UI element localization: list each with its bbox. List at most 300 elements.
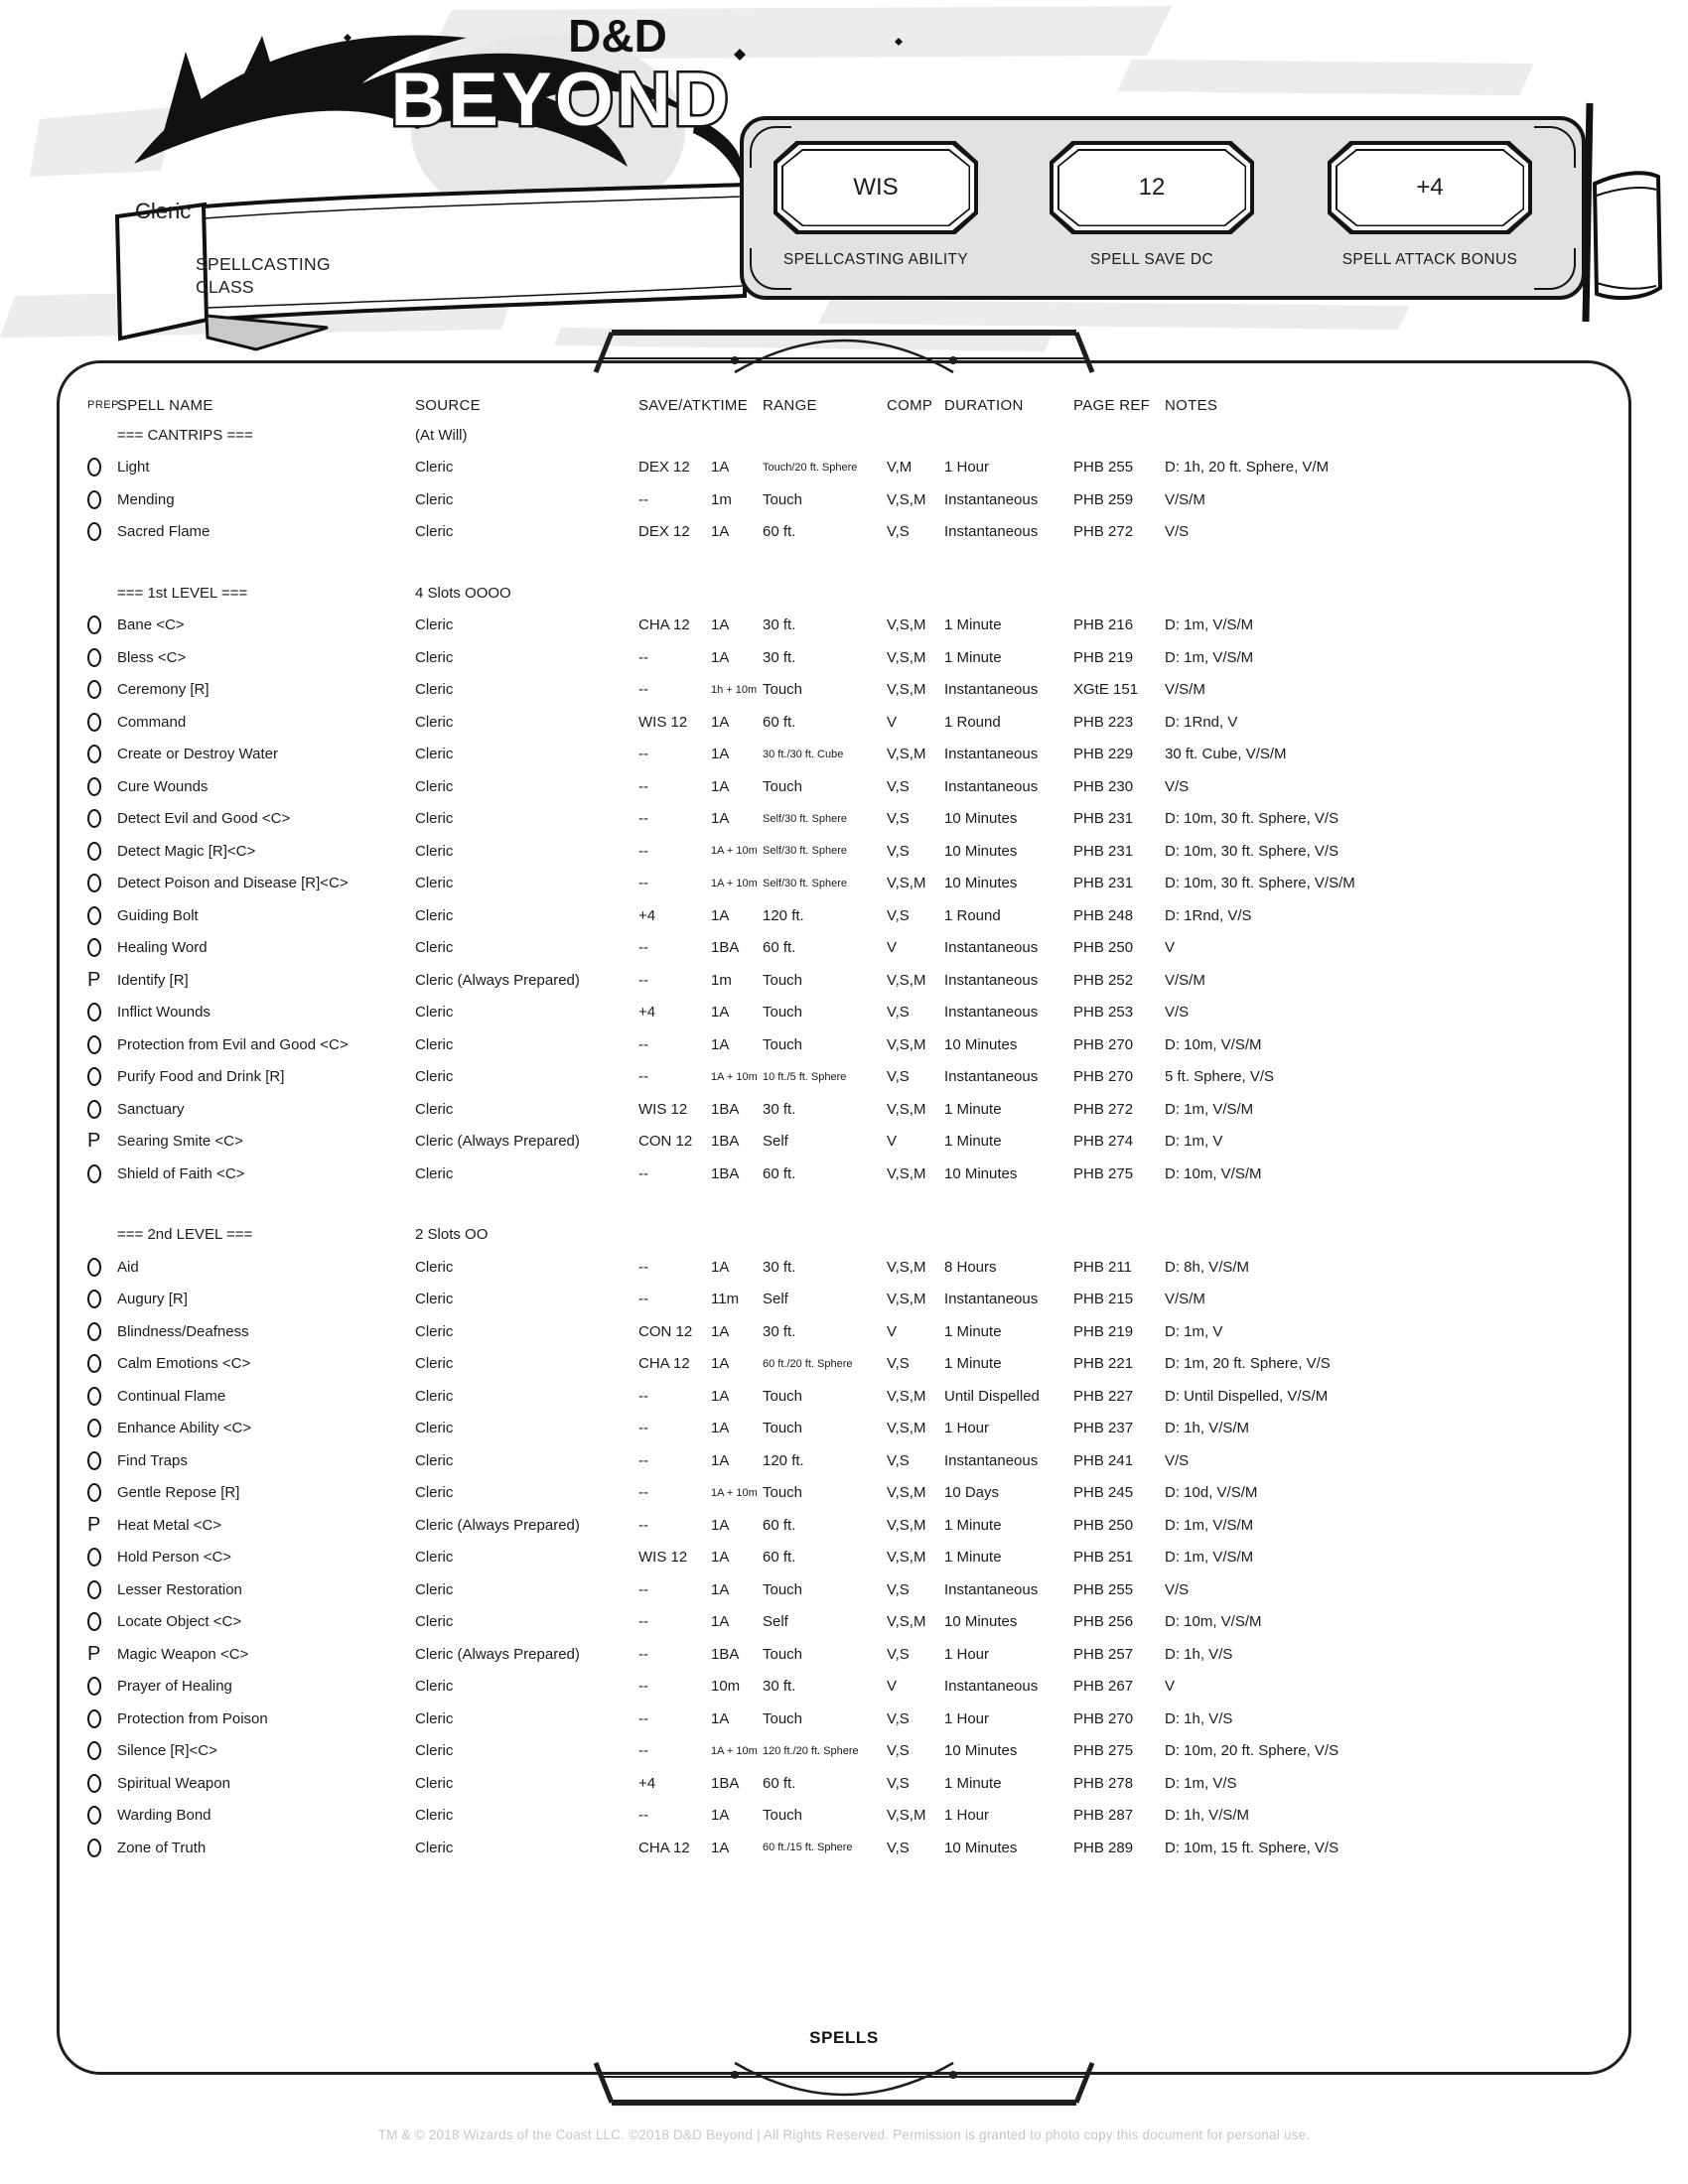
spell-duration: Instantaneous [944, 681, 1039, 699]
spell-time: 1A [711, 1322, 730, 1340]
spell-save-atk: -- [638, 1807, 648, 1825]
spell-components: V,S [887, 1580, 910, 1598]
spell-page-ref: PHB 270 [1073, 1068, 1134, 1086]
spell-save-atk: -- [638, 1709, 648, 1727]
prep-mark-cell [81, 1709, 117, 1728]
spell-source: Cleric [415, 1100, 454, 1118]
spell-duration: 10 Minutes [944, 875, 1018, 892]
spell-time: 1A [711, 746, 730, 763]
spell-notes: V/S/M [1165, 490, 1205, 508]
spell-name: Augury [R] [117, 1291, 188, 1308]
spell-source: Cleric (Always Prepared) [415, 1516, 580, 1534]
spell-time: 1A [711, 1387, 730, 1405]
spell-source: Cleric [415, 1839, 454, 1856]
spell-name: Searing Smite <C> [117, 1133, 243, 1151]
spell-time: 1m [711, 971, 732, 989]
spell-range: Self/30 ft. Sphere [763, 812, 847, 825]
spell-notes: D: 10m, 30 ft. Sphere, V/S [1165, 842, 1339, 860]
spell-components: V,S,M [887, 971, 926, 989]
spell-row [81, 1477, 1618, 1510]
prep-mark-cell [81, 648, 117, 667]
spell-name: Detect Poison and Disease [R]<C> [117, 875, 349, 892]
spell-notes: V/S/M [1165, 681, 1205, 699]
prep-circle-icon [87, 874, 101, 892]
spell-notes: D: 1h, 20 ft. Sphere, V/M [1165, 459, 1330, 477]
spellcasting-ability-label: SPELLCASTING ABILITY [782, 251, 969, 268]
spell-components: V,S [887, 1774, 910, 1792]
column-header-prep: PREP [87, 399, 119, 411]
prep-circle-icon [87, 842, 101, 861]
spell-page-ref: PHB 215 [1073, 1291, 1134, 1308]
spell-notes: D: 1h, V/S [1165, 1645, 1233, 1663]
spell-time: 1A [711, 1580, 730, 1598]
spell-row [81, 739, 1618, 771]
spell-name: Protection from Poison [117, 1709, 268, 1727]
spell-name: Sanctuary [117, 1100, 185, 1118]
spell-time: 1A [711, 1516, 730, 1534]
prep-mark-cell [81, 1774, 117, 1793]
spell-row [81, 1413, 1618, 1445]
spell-duration: Instantaneous [944, 1068, 1039, 1086]
spell-range: Touch [763, 1420, 803, 1437]
section-slots: 2 Slots OO [415, 1226, 489, 1244]
spell-save-atk: WIS 12 [638, 1100, 688, 1118]
spell-components: V,S,M [887, 681, 926, 699]
spell-page-ref: PHB 211 [1073, 1258, 1132, 1276]
spell-notes: V/S/M [1165, 1291, 1205, 1308]
spell-components: V,S [887, 1742, 910, 1760]
column-header-source: SOURCE [415, 396, 481, 414]
spell-range: Touch [763, 777, 803, 795]
prep-circle-icon [87, 458, 101, 477]
spell-page-ref: PHB 259 [1073, 490, 1134, 508]
spell-components: V,S [887, 1645, 910, 1663]
spell-time: 1A [711, 523, 730, 541]
spell-range: 120 ft. [763, 1451, 804, 1469]
spell-duration: 10 Minutes [944, 1613, 1018, 1631]
spell-source: Cleric [415, 648, 454, 666]
spell-duration: Instantaneous [944, 939, 1039, 957]
spell-name: Bless <C> [117, 648, 187, 666]
spell-duration: 8 Hours [944, 1258, 997, 1276]
spell-page-ref: PHB 248 [1073, 906, 1134, 924]
spell-time: 1A [711, 459, 730, 477]
spell-save-atk: -- [638, 1742, 648, 1760]
spell-duration: Instantaneous [944, 971, 1039, 989]
spell-duration: 1 Minute [944, 648, 1002, 666]
spell-duration: Instantaneous [944, 1678, 1039, 1696]
spell-range: Touch/20 ft. Sphere [763, 461, 858, 474]
prep-circle-icon [87, 1741, 101, 1760]
spell-name: Healing Word [117, 939, 208, 957]
section-title: === 1st LEVEL === [117, 584, 248, 602]
spell-page-ref: PHB 253 [1073, 1004, 1134, 1022]
column-header-time: TIME [711, 396, 749, 414]
spell-row [81, 1703, 1618, 1735]
spell-range: 60 ft. [763, 713, 796, 731]
spell-save-atk: -- [638, 1068, 648, 1086]
spell-time: 1A [711, 1420, 730, 1437]
spell-components: V,S,M [887, 1807, 926, 1825]
spell-save-atk: DEX 12 [638, 459, 690, 477]
prep-circle-icon [87, 809, 101, 828]
spell-name: Zone of Truth [117, 1839, 207, 1856]
spell-time: 1A + 10m [711, 1744, 758, 1757]
spell-row [81, 706, 1618, 739]
prep-circle-icon [87, 1677, 101, 1696]
spell-save-atk: -- [638, 1035, 648, 1053]
spell-row [81, 1832, 1618, 1864]
section-slots: 4 Slots OOOO [415, 584, 511, 602]
spell-row [81, 483, 1618, 516]
spell-page-ref: PHB 255 [1073, 459, 1134, 477]
spell-time: 10m [711, 1678, 741, 1696]
spell-notes: D: 10m, 30 ft. Sphere, V/S/M [1165, 875, 1355, 892]
spell-range: 30 ft. [763, 1322, 796, 1340]
spell-notes: V/S [1165, 777, 1190, 795]
spell-range: 30 ft. [763, 616, 796, 634]
prep-circle-icon [87, 1580, 101, 1599]
spell-save-atk: DEX 12 [638, 523, 690, 541]
spell-components: V,S,M [887, 1484, 926, 1502]
spell-save-atk: WIS 12 [638, 713, 688, 731]
spell-name: Silence [R]<C> [117, 1742, 217, 1760]
spell-components: V,S [887, 777, 910, 795]
spell-save-atk: CHA 12 [638, 616, 690, 634]
spell-name: Ceremony [R] [117, 681, 210, 699]
spell-row [81, 1284, 1618, 1316]
prep-circle-icon [87, 490, 101, 509]
spell-range: Touch [763, 1580, 803, 1598]
spell-source: Cleric [415, 810, 454, 828]
spell-time: 1A + 10m [711, 1486, 758, 1499]
spell-notes: D: 1m, 20 ft. Sphere, V/S [1165, 1355, 1331, 1373]
spell-source: Cleric [415, 1709, 454, 1727]
prep-circle-icon [87, 1035, 101, 1054]
prepared-mark: P [87, 1130, 101, 1153]
spell-save-dc-value: 12 [1138, 174, 1166, 201]
spell-source: Cleric [415, 1068, 454, 1086]
spell-notes: D: 1m, V/S/M [1165, 1549, 1254, 1567]
spell-notes: V/S/M [1165, 971, 1205, 989]
spell-page-ref: PHB 270 [1073, 1709, 1134, 1727]
section-header-row [81, 419, 1618, 452]
spell-save-atk: CON 12 [638, 1322, 693, 1340]
spell-components: V,S [887, 523, 910, 541]
spell-name: Purify Food and Drink [R] [117, 1068, 285, 1086]
panel-corner-flourish [1534, 248, 1576, 290]
frame-ornament-top [586, 325, 1102, 374]
spell-range: Self/30 ft. Sphere [763, 845, 847, 858]
spell-range: Touch [763, 1807, 803, 1825]
spell-duration: 1 Minute [944, 1774, 1002, 1792]
spell-range: 30 ft. [763, 1100, 796, 1118]
spell-range: Self [763, 1133, 788, 1151]
spell-page-ref: PHB 252 [1073, 971, 1134, 989]
spell-attack-bonus-box [1328, 141, 1532, 234]
spell-source: Cleric [415, 1678, 454, 1696]
spell-source: Cleric [415, 1164, 454, 1182]
spell-row [81, 899, 1618, 932]
beyond-logo: BEYOND [390, 58, 732, 142]
spell-duration: 1 Minute [944, 1133, 1002, 1151]
prep-mark-cell [81, 1067, 117, 1086]
spell-source: Cleric [415, 939, 454, 957]
prep-mark-cell [81, 1322, 117, 1341]
spell-range: Touch [763, 1387, 803, 1405]
spell-page-ref: PHB 250 [1073, 939, 1134, 957]
spell-save-atk: -- [638, 1291, 648, 1308]
spell-row [81, 1348, 1618, 1381]
spell-time: 1BA [711, 1164, 740, 1182]
spell-page-ref: PHB 255 [1073, 1580, 1134, 1598]
spell-page-ref: PHB 251 [1073, 1549, 1134, 1567]
spell-source: Cleric [415, 713, 454, 731]
prep-circle-icon [87, 522, 101, 541]
spell-name: Find Traps [117, 1451, 188, 1469]
spell-range: 30 ft. [763, 1258, 796, 1276]
spell-duration: Instantaneous [944, 1451, 1039, 1469]
dnd-logo: D&D [568, 10, 667, 62]
spell-notes: D: 10m, V/S/M [1165, 1613, 1262, 1631]
spell-time: 1BA [711, 1774, 740, 1792]
spell-save-atk: +4 [638, 906, 656, 924]
prep-circle-icon [87, 1290, 101, 1308]
spell-range: Self/30 ft. Sphere [763, 877, 847, 889]
spell-duration: 1 Hour [944, 1709, 990, 1727]
spell-source: Cleric [415, 1613, 454, 1631]
spell-duration: 1 Minute [944, 1355, 1002, 1373]
spell-notes: V/S [1165, 1004, 1190, 1022]
spell-attack-bonus-value: +4 [1416, 174, 1444, 201]
spell-save-atk: CON 12 [638, 1133, 693, 1151]
section-slots: (At Will) [415, 426, 468, 444]
spell-save-atk: CHA 12 [638, 1355, 690, 1373]
spell-source: Cleric [415, 681, 454, 699]
prep-mark-cell [81, 1354, 117, 1373]
spell-range: 30 ft. [763, 648, 796, 666]
prep-mark-cell [81, 1258, 117, 1277]
spell-time: 1BA [711, 1133, 740, 1151]
spell-row [81, 770, 1618, 803]
spell-name: Protection from Evil and Good <C> [117, 1035, 349, 1053]
spell-duration: Instantaneous [944, 490, 1039, 508]
spell-components: V,S,M [887, 1549, 926, 1567]
spell-save-atk: -- [638, 1420, 648, 1437]
spell-save-atk: -- [638, 1387, 648, 1405]
spell-notes: D: 10m, 15 ft. Sphere, V/S [1165, 1839, 1339, 1856]
spell-save-atk: -- [638, 875, 648, 892]
spell-notes: D: 1h, V/S/M [1165, 1807, 1250, 1825]
prep-circle-icon [87, 1612, 101, 1631]
spell-duration: 1 Minute [944, 1322, 1002, 1340]
spell-name: Spiritual Weapon [117, 1774, 230, 1792]
spell-page-ref: PHB 278 [1073, 1774, 1134, 1792]
spell-duration: 10 Minutes [944, 1164, 1018, 1182]
spell-time: 1A + 10m [711, 877, 758, 889]
prep-circle-icon [87, 777, 101, 796]
spell-row [81, 1251, 1618, 1284]
prep-mark-cell [81, 1100, 117, 1119]
spell-page-ref: PHB 231 [1073, 842, 1134, 860]
spell-time: 1A [711, 1451, 730, 1469]
header-banner [0, 0, 1688, 357]
spell-duration: 1 Minute [944, 1100, 1002, 1118]
spell-save-atk: -- [638, 1451, 648, 1469]
spell-source: Cleric (Always Prepared) [415, 1133, 580, 1151]
spell-name: Locate Object <C> [117, 1613, 242, 1631]
section-title: === CANTRIPS === [117, 426, 253, 444]
spell-range: 30 ft. [763, 1678, 796, 1696]
spell-components: V,S,M [887, 1035, 926, 1053]
spell-page-ref: PHB 274 [1073, 1133, 1134, 1151]
prep-mark-cell [81, 1130, 117, 1153]
spell-range: Self [763, 1613, 788, 1631]
spell-notes: D: 1m, V/S/M [1165, 616, 1254, 634]
spell-name: Heat Metal <C> [117, 1516, 222, 1534]
spell-source: Cleric [415, 459, 454, 477]
spell-duration: 10 Minutes [944, 810, 1018, 828]
spell-row [81, 1671, 1618, 1704]
prep-mark-cell [81, 680, 117, 699]
spell-time: 1A [711, 648, 730, 666]
spell-components: V,S [887, 842, 910, 860]
spell-notes: D: 10m, V/S/M [1165, 1164, 1262, 1182]
spell-range: 60 ft. [763, 939, 796, 957]
spell-save-atk: -- [638, 1613, 648, 1631]
spell-row [81, 674, 1618, 707]
spell-save-atk: -- [638, 971, 648, 989]
spell-duration: Until Dispelled [944, 1387, 1040, 1405]
spell-components: V,S,M [887, 746, 926, 763]
spell-components: V,S,M [887, 1100, 926, 1118]
spell-range: Touch [763, 681, 803, 699]
spell-components: V [887, 939, 898, 957]
spell-range: Self [763, 1291, 788, 1308]
spell-time: 1A [711, 713, 730, 731]
prep-circle-icon [87, 906, 101, 925]
prep-circle-icon [87, 1839, 101, 1857]
spell-name: Command [117, 713, 187, 731]
spell-name: Magic Weapon <C> [117, 1645, 249, 1663]
prep-mark-cell [81, 1003, 117, 1022]
spell-components: V,S,M [887, 490, 926, 508]
spell-name: Shield of Faith <C> [117, 1164, 245, 1182]
spell-time: 11m [711, 1291, 740, 1308]
spell-time: 1A [711, 1549, 730, 1567]
spell-row [81, 452, 1618, 484]
spell-save-atk: -- [638, 490, 648, 508]
spell-source: Cleric [415, 1258, 454, 1276]
spell-page-ref: PHB 257 [1073, 1645, 1134, 1663]
spell-row [81, 610, 1618, 642]
spell-row [81, 835, 1618, 868]
spell-duration: 1 Round [944, 906, 1001, 924]
spell-time: 1BA [711, 1645, 740, 1663]
prep-circle-icon [87, 1003, 101, 1022]
spell-range: 60 ft. [763, 523, 796, 541]
spell-save-atk: -- [638, 777, 648, 795]
spell-components: V,S,M [887, 1258, 926, 1276]
spell-name: Lesser Restoration [117, 1580, 242, 1598]
spell-save-atk: -- [638, 1678, 648, 1696]
spell-components: V,S [887, 1004, 910, 1022]
prep-circle-icon [87, 1067, 101, 1086]
spell-save-dc-box [1050, 141, 1254, 234]
spell-time: 1A [711, 1258, 730, 1276]
spell-components: V,S,M [887, 1516, 926, 1534]
spell-notes: D: 1m, V/S/M [1165, 1516, 1254, 1534]
spell-save-atk: -- [638, 1164, 648, 1182]
spell-page-ref: PHB 216 [1073, 616, 1134, 634]
spell-page-ref: PHB 219 [1073, 1322, 1134, 1340]
spell-time: 1A [711, 1839, 730, 1856]
spell-duration: 10 Days [944, 1484, 1000, 1502]
spell-source: Cleric [415, 1035, 454, 1053]
spell-row [81, 1444, 1618, 1477]
spell-row [81, 1028, 1618, 1061]
prep-circle-icon [87, 1354, 101, 1373]
prep-mark-cell [81, 1290, 117, 1308]
spell-page-ref: PHB 229 [1073, 746, 1134, 763]
spell-table-body [81, 393, 1618, 1864]
spell-page-ref: PHB 245 [1073, 1484, 1134, 1502]
spell-row [81, 1061, 1618, 1094]
spell-duration: Instantaneous [944, 1004, 1039, 1022]
spell-source: Cleric [415, 1774, 454, 1792]
spell-components: V,S,M [887, 616, 926, 634]
spell-notes: D: 1h, V/S/M [1165, 1420, 1250, 1437]
spell-components: V,S [887, 1451, 910, 1469]
spell-time: 1A [711, 1004, 730, 1022]
spell-notes: D: 1m, V/S/M [1165, 648, 1254, 666]
spell-notes: D: 1m, V [1165, 1133, 1223, 1151]
spell-source: Cleric [415, 523, 454, 541]
spell-save-atk: -- [638, 1645, 648, 1663]
spell-save-atk: -- [638, 939, 648, 957]
spell-duration: 10 Minutes [944, 1839, 1018, 1856]
prep-circle-icon [87, 745, 101, 763]
spell-row [81, 1638, 1618, 1671]
column-header-range: RANGE [763, 396, 817, 414]
spell-row [81, 868, 1618, 900]
spell-source: Cleric [415, 1387, 454, 1405]
spell-row [81, 1767, 1618, 1800]
spell-source: Cleric [415, 746, 454, 763]
spell-page-ref: PHB 270 [1073, 1035, 1134, 1053]
spell-duration: 1 Minute [944, 1549, 1002, 1567]
prep-mark-cell [81, 615, 117, 634]
spell-duration: 1 Hour [944, 1645, 990, 1663]
spell-range: 10 ft./5 ft. Sphere [763, 1070, 847, 1083]
spell-page-ref: PHB 256 [1073, 1613, 1134, 1631]
spell-row [81, 1126, 1618, 1159]
prep-circle-icon [87, 1709, 101, 1728]
spell-components: V,S [887, 1068, 910, 1086]
spell-save-atk: +4 [638, 1774, 656, 1792]
column-header-save: SAVE/ATK [638, 396, 712, 414]
prep-mark-cell [81, 969, 117, 992]
spell-duration: 10 Minutes [944, 1742, 1018, 1760]
spell-notes: D: 1m, V [1165, 1322, 1223, 1340]
spell-save-atk: -- [638, 648, 648, 666]
spell-components: V,S [887, 906, 910, 924]
spell-save-dc-label: SPELL SAVE DC [1089, 251, 1214, 268]
spell-save-atk: -- [638, 1516, 648, 1534]
spell-name: Hold Person <C> [117, 1549, 232, 1567]
spell-components: V,S,M [887, 1420, 926, 1437]
spell-page-ref: PHB 287 [1073, 1807, 1134, 1825]
